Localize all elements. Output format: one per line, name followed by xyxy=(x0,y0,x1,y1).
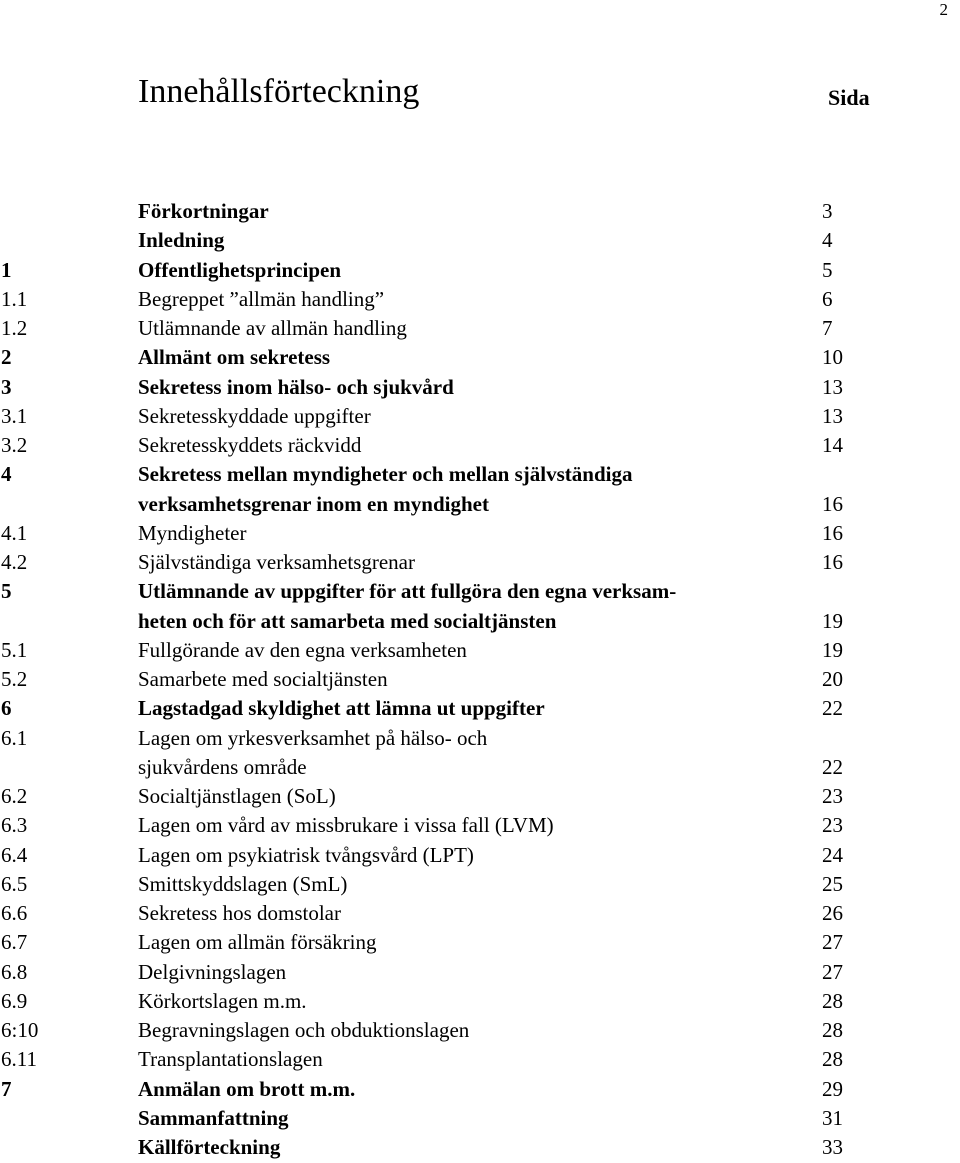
toc-entry[interactable] xyxy=(0,1104,960,1133)
toc-entry-page: 24 xyxy=(822,842,843,867)
toc-entry-title xyxy=(138,460,632,519)
toc-entry-number: 4.1 xyxy=(1,520,28,545)
toc-entry-page: 14 xyxy=(822,433,843,457)
toc-entry-title-line: Körkortslagen m.m. xyxy=(138,988,307,1013)
toc-entry-page: 10 xyxy=(822,345,843,370)
toc-entry-page: 28 xyxy=(822,1018,843,1042)
toc-entry[interactable] xyxy=(0,870,960,899)
toc-entry-title-line: Källförteckning xyxy=(138,1135,281,1159)
toc-entry-title-line: Sammanfattning xyxy=(138,1105,289,1130)
toc-entry[interactable] xyxy=(0,314,960,343)
toc-entry-title-line: Lagen om psykiatrisk tvångsvård (LPT) xyxy=(138,842,474,867)
toc-entry-title xyxy=(138,782,336,811)
toc-entry-title-line: heten och för att samarbeta med socialtjänsten xyxy=(138,608,557,633)
toc-entry[interactable] xyxy=(0,197,960,226)
toc-entry-number: 6.2 xyxy=(1,784,28,808)
toc-entry[interactable] xyxy=(0,577,960,636)
toc-entry-title xyxy=(138,314,407,343)
toc-entry-number: 3.1 xyxy=(1,403,28,428)
toc-entry-number: 5 xyxy=(1,579,12,604)
toc-entry-title-line: Självständiga verksamhetsgrenar xyxy=(138,550,415,574)
toc-entry-title xyxy=(138,577,676,636)
toc-entry-title xyxy=(138,402,371,431)
toc-entry-title xyxy=(138,373,454,402)
toc-entry-title-line: Sekretess mellan myndigheter och mellan självständiga xyxy=(138,462,633,487)
toc-entry-number: 6.6 xyxy=(1,901,28,925)
toc-entry-page: 16 xyxy=(822,550,843,574)
toc-entry-number: 6.4 xyxy=(1,842,28,867)
toc-entry-page: 4 xyxy=(822,228,833,253)
toc-entry-title xyxy=(138,987,307,1016)
toc-entry-page: 25 xyxy=(822,871,843,896)
toc-title: Innehållsförteckning xyxy=(138,73,420,110)
toc-entry-page: 3 xyxy=(822,199,833,223)
toc-entry[interactable] xyxy=(0,548,960,577)
toc-entry-number: 1 xyxy=(1,257,12,282)
toc-entry-page: 28 xyxy=(822,1047,843,1072)
toc-entry-number: 2 xyxy=(1,345,12,370)
toc-entry-title xyxy=(138,694,545,723)
toc-entry-title xyxy=(138,226,224,255)
toc-entry-number: 6:10 xyxy=(1,1018,39,1042)
toc-entry-title-line: Sekretesskyddade uppgifter xyxy=(138,403,371,428)
toc-entry-page: 22 xyxy=(822,696,843,721)
toc-entry[interactable] xyxy=(0,782,960,811)
toc-entry-title-line: Allmänt om sekretess xyxy=(138,345,331,370)
toc-entry-title-line: Lagen om allmän försäkring xyxy=(138,930,377,955)
toc-entry-title-line: Begravningslagen och obduktionslagen xyxy=(138,1018,470,1042)
toc-entry-number: 5.1 xyxy=(1,637,28,662)
toc-entry[interactable] xyxy=(0,285,960,314)
toc-entry-page: 7 xyxy=(822,316,833,340)
toc-entry-title xyxy=(138,343,330,372)
toc-entry-title xyxy=(138,724,487,783)
toc-entry[interactable] xyxy=(0,343,960,372)
toc-entry-page: 13 xyxy=(822,374,843,399)
toc-entry-number: 1.1 xyxy=(1,286,28,311)
toc-entry-page: 27 xyxy=(822,930,843,955)
toc-entry-page: 29 xyxy=(822,1076,843,1101)
toc-entry-title xyxy=(138,1075,355,1104)
toc-entry-page: 5 xyxy=(822,257,833,282)
toc-entry-number: 6.5 xyxy=(1,871,28,896)
toc-entry[interactable] xyxy=(0,958,960,987)
toc-entry-title xyxy=(138,928,377,957)
toc-entry-number: 1.2 xyxy=(1,316,28,340)
toc-entry-page: 31 xyxy=(822,1105,843,1130)
toc-entry-title xyxy=(138,841,474,870)
toc-entry-title-line: Offentlighetsprincipen xyxy=(138,257,341,282)
toc-entry-page: 19 xyxy=(822,608,843,633)
toc-entry-title-line: Sekretess hos domstolar xyxy=(138,901,341,925)
toc-entry-title xyxy=(138,548,415,577)
toc-entry[interactable] xyxy=(0,665,960,694)
page-number: 2 xyxy=(939,0,948,19)
toc-entry-title-line: Utlämnande av allmän handling xyxy=(138,316,407,340)
toc-entry-title xyxy=(138,285,384,314)
toc-entry[interactable] xyxy=(0,694,960,723)
toc-entry-number: 4 xyxy=(1,462,12,487)
toc-entry-title-line: Sekretesskyddets räckvidd xyxy=(138,433,362,457)
toc-entry-title xyxy=(138,665,388,694)
toc-entry-number: 6.7 xyxy=(1,930,28,955)
toc-entry-title-line: Transplantationslagen xyxy=(138,1047,323,1072)
toc-entry-title-line: Lagstadgad skyldighet att lämna ut uppgifter xyxy=(138,696,545,721)
toc-entry-page: 19 xyxy=(822,637,843,662)
toc-entry-title xyxy=(138,1045,323,1074)
toc-entry-title-line: Sekretess inom hälso- och sjukvård xyxy=(138,374,454,399)
toc-entry-title xyxy=(138,431,361,460)
toc-entry-title-line: Begreppet ”allmän handling” xyxy=(138,286,385,311)
toc-entry-title-line: Anmälan om brott m.m. xyxy=(138,1076,356,1101)
toc-entry-page: 27 xyxy=(822,959,843,984)
toc-entry-page: 28 xyxy=(822,988,843,1013)
toc-entry-number: 7 xyxy=(1,1076,12,1101)
toc-entry-page: 22 xyxy=(822,754,843,779)
toc-entry-number: 4.2 xyxy=(1,550,28,574)
toc-entry[interactable] xyxy=(0,1133,960,1162)
toc-entry-number: 6.1 xyxy=(1,725,28,750)
toc-entry-title xyxy=(138,256,341,285)
toc-entry-number: 6.9 xyxy=(1,988,28,1013)
toc-entry-title xyxy=(138,899,341,928)
toc-entry-number: 6.8 xyxy=(1,959,28,984)
toc-entry-page: 16 xyxy=(822,491,843,516)
toc-entry-title-line: sjukvårdens område xyxy=(138,754,307,779)
toc-entry-title xyxy=(138,1104,289,1133)
toc-entry-page: 20 xyxy=(822,667,843,691)
toc-entry-title-line: Fullgörande av den egna verksamheten xyxy=(138,637,467,662)
toc-entry-title-line: Samarbete med socialtjänsten xyxy=(138,667,388,691)
toc-entry-title-line: Förkortningar xyxy=(138,199,269,223)
toc-entry-page: 23 xyxy=(822,813,843,838)
toc-entry-title-line: Utlämnande av uppgifter för att fullgöra den egna verksam- xyxy=(138,579,677,604)
toc-entry[interactable] xyxy=(0,987,960,1016)
toc-entry-title-line: verksamhetsgrenar inom en myndighet xyxy=(138,491,489,516)
toc-entry[interactable] xyxy=(0,928,960,957)
toc-entry-title xyxy=(138,197,269,226)
toc-entry[interactable] xyxy=(0,373,960,402)
toc-entry-number: 3 xyxy=(1,374,12,399)
toc-entry-title-line: Myndigheter xyxy=(138,520,247,545)
toc-entry-number: 6.3 xyxy=(1,813,28,838)
toc-entry[interactable] xyxy=(0,841,960,870)
table-of-contents xyxy=(0,197,960,1162)
toc-entry[interactable] xyxy=(0,1045,960,1074)
toc-entry-title xyxy=(138,636,467,665)
toc-entry-page: 6 xyxy=(822,286,833,311)
toc-entry-page: 33 xyxy=(822,1135,843,1159)
toc-entry-title xyxy=(138,1133,280,1162)
toc-entry-number: 5.2 xyxy=(1,667,28,691)
page-column-header: Sida xyxy=(828,85,870,110)
toc-entry[interactable] xyxy=(0,402,960,431)
toc-entry[interactable] xyxy=(0,460,960,519)
toc-entry-number: 6.11 xyxy=(1,1047,37,1072)
toc-entry[interactable] xyxy=(0,811,960,840)
toc-entry-title-line: Smittskyddslagen (SmL) xyxy=(138,871,348,896)
toc-entry-page: 23 xyxy=(822,784,843,808)
toc-entry[interactable] xyxy=(0,899,960,928)
toc-entry-page: 16 xyxy=(822,520,843,545)
toc-entry-title xyxy=(138,811,554,840)
toc-entry[interactable] xyxy=(0,1075,960,1104)
toc-entry-page: 26 xyxy=(822,901,843,925)
toc-entry[interactable] xyxy=(0,431,960,460)
toc-entry[interactable] xyxy=(0,256,960,285)
toc-entry-title-line: Lagen om yrkesverksamhet på hälso- och xyxy=(138,725,488,750)
toc-entry-number: 3.2 xyxy=(1,433,28,457)
toc-entry-title-line: Delgivningslagen xyxy=(138,959,287,984)
toc-entry[interactable] xyxy=(0,724,960,783)
toc-entry-title xyxy=(138,1016,469,1045)
toc-entry-title-line: Lagen om vård av missbrukare i vissa fall (LVM) xyxy=(138,813,554,838)
toc-entry-title xyxy=(138,870,347,899)
toc-entry-number: 6 xyxy=(1,696,12,721)
toc-entry[interactable] xyxy=(0,636,960,665)
toc-entry[interactable] xyxy=(0,519,960,548)
toc-entry[interactable] xyxy=(0,226,960,255)
toc-entry-title xyxy=(138,519,246,548)
toc-entry-title-line: Socialtjänstlagen (SoL) xyxy=(138,784,336,808)
toc-entry-title xyxy=(138,958,286,987)
toc-entry-page: 13 xyxy=(822,403,843,428)
toc-entry[interactable] xyxy=(0,1016,960,1045)
toc-entry-title-line: Inledning xyxy=(138,228,225,253)
